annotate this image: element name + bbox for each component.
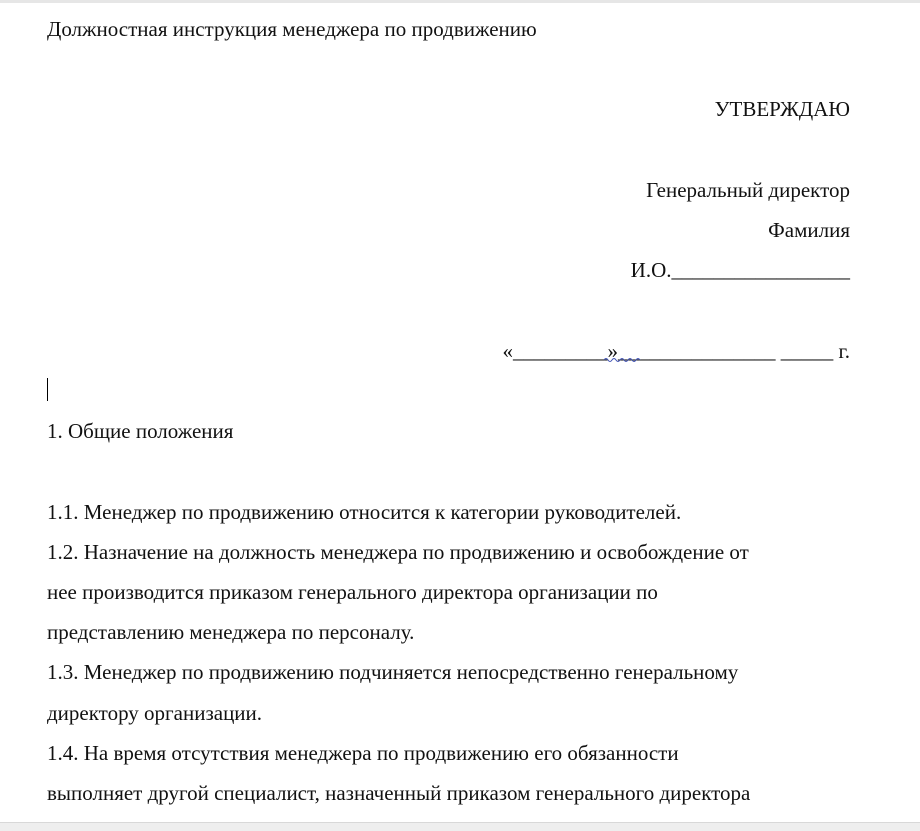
paragraph-line: нее производится приказом генерального директора организации по — [47, 580, 658, 604]
paragraph-line: представлению менеджера по персоналу. — [47, 620, 415, 644]
approval-date-line: «_________»_______________ _____ г. — [502, 339, 850, 363]
paragraph-line: 1.1. Менеджер по продвижению относится к категории руководителей. — [47, 500, 682, 524]
paragraph-line: выполняет другой специалист, назначенный приказом генерального директора — [47, 781, 751, 805]
paragraph-line: 1.4. На время отсутствия менеджера по продвижению его обязанности — [47, 741, 679, 765]
paragraph-line: 1.2. Назначение на должность менеджера по продвижению и освобождение от — [47, 540, 749, 564]
document-title: Должностная инструкция менеджера по продвижению — [47, 17, 537, 41]
approval-surname: Фамилия — [768, 218, 850, 242]
section-heading: 1. Общие положения — [47, 419, 234, 443]
approval-initials-signature: И.О._________________ — [630, 258, 850, 282]
paragraph-line: 1.3. Менеджер по продвижению подчиняется непосредственно генеральному — [47, 660, 739, 684]
paragraph-line: директору организации. — [47, 701, 263, 725]
text-cursor — [47, 378, 48, 401]
approval-heading: УТВЕРЖДАЮ — [714, 97, 850, 121]
spellcheck-underline — [604, 356, 642, 362]
approval-position: Генеральный директор — [646, 178, 850, 202]
